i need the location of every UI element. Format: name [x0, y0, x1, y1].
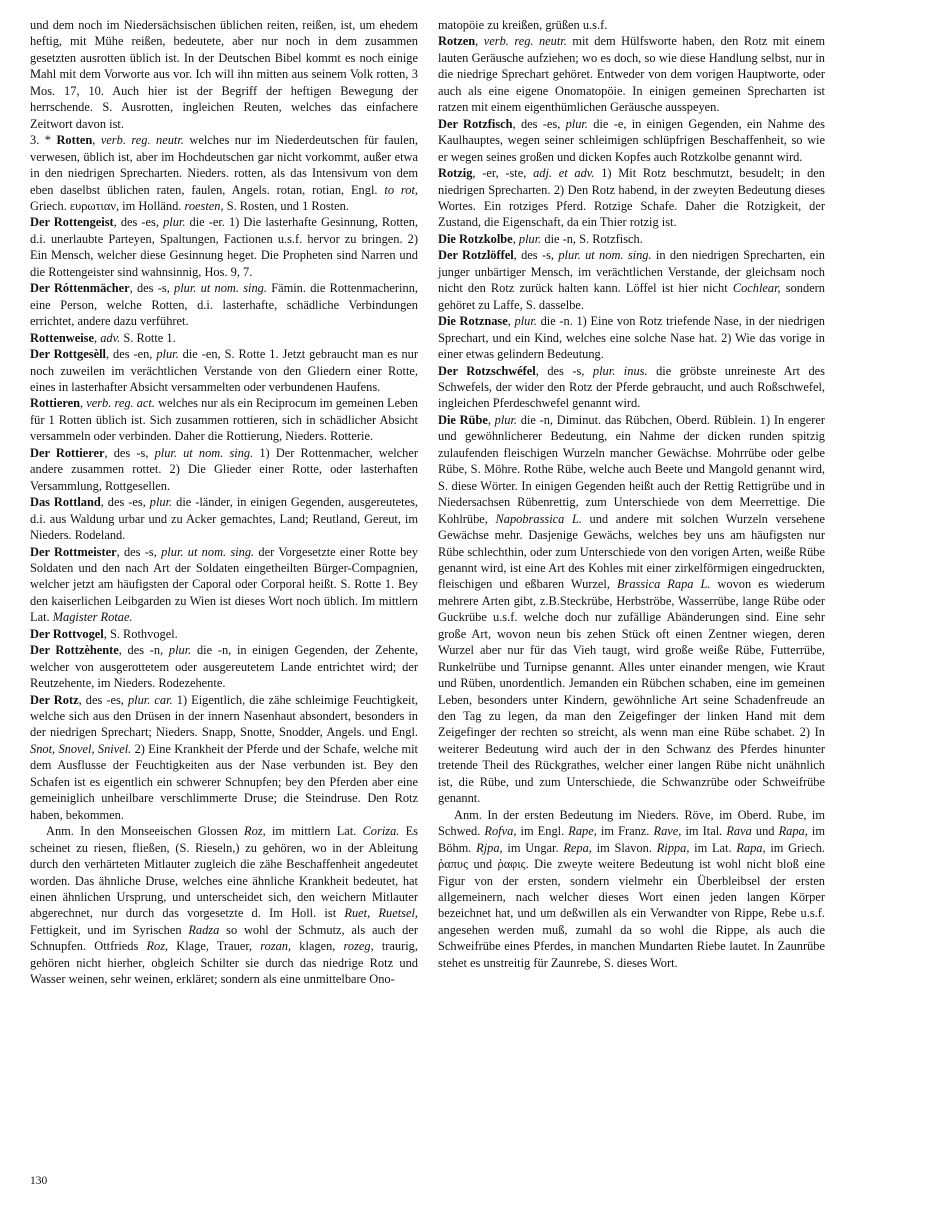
entry-text: sondern gehöret zu Laffe, S. dasselbe. [438, 281, 825, 312]
italic-text: plur. [514, 314, 537, 329]
italic-text: Brassica Rapa L. [616, 577, 711, 592]
italic-text: adj. et adv. [533, 166, 595, 181]
dictionary-entry [30, 17, 418, 132]
dictionary-entry [30, 823, 418, 988]
entry-text: die -n, in einigen Gegenden, der Zehente, welcher von ausgerottetem oder ausgereutetem Lande entrichtet wird; der Reutzehente, im Nieders. Rodezehente. [30, 643, 419, 691]
entry-text: , -er, -ste, [472, 166, 534, 181]
entry-text: 1) Eigentlich, die zähe schleimige Feuchtigkeit, welche sich aus den Drüsen in der innern Nasenhaut absondert, besonders in der niedrigen Sprechart; Nieders. Snapp, Snotte, Snodder, Angels. und Engl. [30, 692, 419, 740]
italic-text: roesten, [184, 198, 224, 213]
italic-text: plur. [156, 347, 179, 362]
italic-text: Roz, [244, 824, 266, 839]
entry-text: Klage, Trauer, [168, 939, 261, 954]
dictionary-entry [438, 313, 825, 362]
entry-text: die gröbste unreineste Art des Schwefels, der wider den Rotz der Pferde gebraucht, und auch Roßschwefel, ingleichen Pferdeschwefel genannt wird. [438, 363, 825, 411]
entry-headword: Der Róttenmächer [30, 281, 130, 296]
entry-text: Fettigkeit, und im Syrischen [30, 922, 189, 937]
italic-text: rozan, [260, 939, 292, 954]
entry-text: die -n. 1) Eine von Rotz triefende Nase, in der niedrigen Sprechart, und ein Kind, welches eine solche Nase hat. 2) Wie das vorige in einer etwas gelindern Bedeutung. [438, 314, 826, 362]
italic-text: Rave, [653, 824, 682, 839]
entry-headword: Der Rotzlöffel [438, 248, 514, 263]
entry-text: , [94, 330, 101, 345]
italic-text: Rapa, [736, 840, 766, 855]
entry-headword: Der Rottengeist [30, 215, 114, 230]
italic-text: plur. ut nom. sing. [174, 281, 267, 296]
dictionary-entry [30, 642, 418, 691]
entry-text: wovon es wiederum mehrere Arten gibt, z.B.Steckrübe, Herbströbe, Wasserrübe, lange Rübe oder Guckrübe u.s.f. welche doch nur zufällige Abänderungen sind. Eine sehr große Art, wovon neun bis zehen Stück oft einen Zentner wiegen, deren Wurzel aber nur für das Vieh taugt, wird große weiße Rübe, Futterrübe, Runkelrübe und Turnipse genannt. Alles unter einander mengen, wie Kraut und Rüben, unordentlich. Jemanden ein Rübchen schaben, eine im gemeinen Leben, besonders unter Kindern, gewöhnliche Art seine Schadenfreude an den Tag zu legen, da man den Zeigefinger der linken Hand mit dem Zeigefinger der rechten so streicht, als wenn man eine Rübe schabet. 2) In weiterer Bedeutung wird auch der in den Schwanz des Pferdes hinunter tretende Theil des Rückgrathes, welcher einer langen Rübe nicht unähnlich ist, die Rübe, und zum Unterschiede, die Schwanzrübe oder Schweifrübe genannt. [438, 577, 825, 806]
entry-headword: Die Rübe [438, 412, 488, 427]
italic-text: verb. reg. act. [86, 396, 155, 411]
entry-text: , des -s, [104, 445, 155, 460]
entry-text: , S. Rothvogel. [103, 626, 178, 641]
entry-text: , [512, 231, 519, 246]
entry-text: , des -s, [513, 248, 559, 263]
entry-text: , des -s, [535, 363, 593, 378]
italic-text: plur. [149, 495, 173, 510]
entry-text: so wohl der Schmutz, als auch der Schnupfen. Ottfrieds [30, 922, 418, 954]
entry-text: , [507, 314, 515, 329]
italic-text: Rape, [568, 824, 597, 839]
entry-text: , des -s, [129, 281, 175, 296]
dictionary-entry [438, 247, 825, 313]
entry-headword: Der Rottmeister [30, 544, 117, 559]
entry-text: in den niedrigen Sprecharten, ein junger unbärtiger Mensch, im verächtlichen Verstande, der gleichsam noch nicht den Rotz zurück halten kann. Löffel ist hier nicht [438, 248, 825, 296]
entry-headword: Die Rotznase [438, 314, 508, 329]
entry-text: , [475, 34, 484, 49]
italic-text: Napobrassica L. [495, 511, 582, 526]
entry-headword: Rottenweise [30, 330, 94, 345]
entry-headword: Rotzig [438, 166, 473, 181]
italic-text: Radza [188, 922, 220, 937]
italic-text: Repa, [563, 840, 592, 855]
italic-text: plur. [518, 231, 542, 246]
entry-headword: Der Rotzfisch [438, 116, 513, 131]
dictionary-entry [30, 445, 418, 494]
entry-text: , des -n, [118, 643, 169, 658]
entry-text: Fämin. die Rottenmacherinn, eine Person, welche Rotten, d.i. lasterhafte, schädliche Verbindungen errichtet, andere dazu verführet. [30, 281, 418, 329]
italic-text: Rippa, [656, 840, 690, 855]
entry-text: , des -s, [116, 544, 162, 559]
italic-text: rozeg, [343, 939, 374, 954]
italic-text: plur. [565, 116, 588, 131]
entry-text: , des -es, [113, 215, 164, 230]
entry-headword: Rottieren [30, 396, 81, 411]
entry-text: die -er. 1) Die lasterhafte Gesinnung, Rotten, d.i. unerlaubte Parteyen, Spaltungen, Factionen u.s.f. hervor zu bringen. 2) Ein Mensch, welcher diese Gesinnung heget. Die Propheten sind Narren und die Rottengeister sind wahnsinnig, Hos. 9, 7. [30, 215, 419, 279]
italic-text: plur. ut nom. sing. [154, 445, 254, 460]
italic-text: Ruet, Ruetsel, [344, 906, 418, 921]
dictionary-entry [438, 116, 825, 165]
entry-text: traurig, gehören nicht hierher, obgleich Schilter sie durch das niedrige Rotz und Wasser weinen, sehr weinen, erkläret; sondern als eine unmittelbare Ono- [30, 939, 418, 987]
entry-text: der Vorgesetzte einer Rotte bey Soldaten und den nach Art der Soldaten eingetheilten Bürger-Compagnien, welcher jetzt am häufigsten der Caporal oder Corporal heißt. S. Rotte 1. Bey den kaiserlichen Leibgarden zu Wien ist dieses Wort noch üblich. Im mittlern Lat. [30, 544, 418, 625]
dictionary-entry [438, 17, 825, 33]
entry-text: , [80, 396, 87, 411]
entry-text: 2) Eine Krankheit der Pferde und der Schafe, welche mit dem Ausflusse der Feuchtigkeiten aus der Nase verbunden ist. Bey den Schafen ist es eigentlich ein schwerer Schnupfen; bey den Pferden aber eine gemeiniglich unheilbare verschlimmerte Druse; die Steindruse. Den Rotz haben, bekommen. [30, 741, 418, 822]
italic-text: Rapa, [778, 824, 808, 839]
italic-text: to rot, [384, 182, 418, 197]
entry-headword: Der Rottierer [30, 445, 105, 460]
italic-text: Rjpa, [476, 840, 503, 855]
entry-text: die -en, S. Rotte 1. Jetzt gebraucht man es nur noch zuweilen im verächtlichen Verstande von den Gliedern einer Rotte, eines in lasterhafter Absicht versammelten oder verbundenen Haufens. [30, 347, 419, 394]
italic-text: Rava [726, 824, 752, 839]
entry-text: , des -es, [78, 692, 128, 707]
entry-text: im Ital. [681, 824, 727, 839]
italic-text: plur. [494, 412, 518, 427]
entry-text: im Griech. ῥαπυς und ῥαφις. Die zweyte weitere Bedeutung ist wohl nicht bloß eine Figur von der ersten, sondern vielmehr ein Überbleibsel der ersten allgemeinern, nach welcher dieses Wort einen jeden langen Körper bezeichnet hat, und um deßwillen als ein Verwandter von Rippe, Rebe u.s.f. angesehen werden muß, zumahl da so wohl die Rippe, als auch die Schweifrübe eines Pferdes, in manchen Mundarten Riebe lautet. In Zaunrübe stehet es unstreitig für Zaunrebe, S. dieses Wort. [438, 840, 825, 970]
dictionary-entry [30, 346, 418, 395]
entry-text: die -n, Diminut. das Rübchen, Oberd. Rüblein. 1) In engerer und gewöhnlicherer Bedeutung, ein Nahme der dicken runden spitzig zulaufenden fleischigen Wurzeln mancher Gewächse. Mohrrübe oder gelbe Rübe, S. Möhre. Rothe Rübe, welche auch Beete und Mangold genannt wird, S. diese Wörter. In einigen Gegenden heißt auch der Rettig Rettigrübe und in Niedersachsen Rübenrettig, zum Unterschiede von dem Meerrettige. Die Kohlrübe, [438, 412, 825, 526]
dictionary-entry [30, 692, 418, 824]
entry-text: S. Rosten, und 1 Rosten. [223, 198, 349, 213]
italic-text: plur. ut nom. sing. [558, 248, 652, 263]
dictionary-entry [30, 626, 418, 642]
entry-headword: Der Rottvogel [30, 626, 104, 641]
entry-text: welches nur im Niederdeutschen für faulen, verwesen, üblich ist, aber im Hochdeutschen gar nicht vorkommt, außer etwa in den niedrigen Sprecharten. Nieders. rotten, als das Intensivum von dem eben daselbst üblichen raten, faulen, Angels. rotan, rotian, Engl. [30, 133, 418, 197]
entry-text: die -e, in einigen Gegenden, ein Nahme des Kaulhauptes, wegen seiner schleimigen schlüpfrigen Beschaffenheit, so wie er wegen seines großen und dicken Kopfes auch Rotzkolbe genannt wird. [438, 116, 826, 164]
dictionary-entry [30, 544, 418, 626]
italic-text: verb. reg. neutr. [100, 133, 184, 148]
italic-text: plur. [168, 643, 192, 658]
italic-text: adv. [100, 330, 121, 345]
dictionary-entry [438, 807, 825, 972]
entry-text: Anm. In der ersten Bedeutung im Nieders. Röve, im Oberd. Rube, im Schwed. [438, 807, 825, 839]
entry-headword: Das Rottland [30, 495, 101, 510]
entry-text: 3. * [30, 133, 57, 148]
dictionary-entry [30, 494, 418, 543]
italic-text: Coriza. [362, 824, 400, 839]
entry-text: im mittlern Lat. [265, 824, 363, 839]
dictionary-entry [438, 165, 825, 231]
entry-text: matopöie zu kreißen, grüßen u.s.f. [438, 18, 608, 32]
dictionary-entry [438, 363, 825, 412]
right-column [438, 17, 825, 971]
dictionary-entry [30, 395, 418, 444]
italic-text: plur. ut nom. sing. [161, 544, 255, 559]
entry-text: , des -es, [512, 116, 566, 131]
entry-text: welches nur als ein Reciprocum im gemeinen Leben für 1 Rotten üblich ist. Sich zusammen rottieren, sich in schädlicher Absicht versammeln oder verbinden. Daher die Rottierung, Nieders. Rotterie. [30, 396, 418, 444]
italic-text: Snot, Snovel, Snivel. [30, 741, 132, 756]
entry-text: klagen, [291, 939, 344, 954]
entry-text: 1) Der Rottenmacher, welcher andere zusammen rottet. 2) Die Glieder einer Rotte, oder lasterhaften Versammlung, Rottgesellen. [30, 445, 418, 493]
dictionary-entry [438, 231, 825, 247]
entry-text: im Böhm. [438, 824, 825, 855]
entry-text: im Lat. [689, 840, 737, 855]
italic-text: Rofva, [484, 824, 517, 839]
entry-headword: Der Rottzèhente [30, 643, 119, 658]
entry-text: im Franz. [596, 824, 654, 839]
entry-text: , [487, 412, 495, 427]
entry-text: Anm. In den Monseeischen Glossen [46, 824, 245, 839]
italic-text: plur. car. [127, 692, 173, 707]
entry-headword: Rotten [56, 133, 93, 148]
dictionary-entry [438, 412, 825, 807]
entry-text: , des -es, [100, 495, 150, 510]
dictionary-entry [30, 132, 418, 214]
entry-text: mit dem Hülfsworte haben, den Rotz mit einem lauten Geräusche aufziehen; wo es doch, so wie diese Handlung selbst, nur in die niedrige Sprechart gehöret. Entweder von dem vorigen Hauptworte, oder auch als eine eigene Onomatopöie. In einigen gemeinen Sprecharten ist ratzen mit einem eigenthümlichen Geräusche ausspeyen. [438, 34, 825, 115]
italic-text: Magister Rotae. [52, 610, 133, 625]
entry-text: und dem noch im Niedersächsischen üblichen reiten, reißen, ist, um ehedem heftig, mit Mühe reißen, bedeutete, aber nur noch in dem zusammen gesetzten ausrotten üblich ist. In der Deutschen Bibel kommt es noch einige Mahl mit dem Vorworte aus vor. Ich will ihn mitten aus seinem Volk rotten, 3 Mos. 17, 10. Auch hier ist der Begriff der heftigen Bewegung der herrschende. S. Ausrotten, ingleichen Reuten, welches das einfachere Zeitwort davon ist. [30, 18, 418, 131]
dictionary-entry [30, 280, 418, 329]
italic-text: plur. [163, 215, 186, 230]
entry-headword: Der Rottgesèll [30, 347, 106, 362]
entry-text: im Ungar. [502, 840, 564, 855]
entry-text: Griech. ευρωτιαν, im Holländ. [30, 198, 185, 213]
entry-headword: Der Rotzschwéfel [438, 363, 536, 378]
italic-text: Cochlear, [732, 281, 781, 296]
entry-text: , des -en, [105, 347, 157, 362]
entry-headword: Der Rotz [30, 692, 79, 707]
italic-text: verb. reg. neutr. [483, 34, 567, 49]
entry-headword: Rotzen [438, 34, 476, 49]
entry-text: 1) Mit Rotz beschmutzt, besudelt; in den niedrigen Sprecharten. 2) Den Rotz habend, in der zweyten Bedeutung dieses Wortes. Ein rotziges Pferd. Rotzige Schafe. Daher die Rotzigkeit, der Zustand, die Eigenschaft, da ein Thier rotzig ist. [438, 166, 825, 230]
entry-text: und andere mit solchen Wurzeln versehene Gewächse mehr. Dasjenige Gewächs, welches bey uns am häufigsten nur Rübe schlechthin, oder zum Unterschiede von den vorigen Arten, weiße Rübe genannt wird, ist eine Art des Kohles mit einer zirkelförmigen eingedruckten, fleischigen und eßbaren Wurzel, [438, 511, 825, 592]
entry-text: im Slavon. [591, 840, 657, 855]
entry-text: die -länder, in einigen Gegenden, ausgereutetes, d.i. aus Waldung urbar und zu Acker gemachtes, Land; Reutland, Gereut, im Nieders. Rodeland. [30, 495, 418, 543]
entry-text: , [92, 133, 101, 148]
entry-text: die -n, S. Rotzfisch. [541, 231, 643, 246]
dictionary-entry [30, 214, 418, 280]
entry-headword: Die Rotzkolbe [438, 231, 513, 246]
italic-text: Roz, [146, 939, 169, 954]
entry-text: S. Rotte 1. [120, 330, 176, 345]
page-number: 130 [30, 1175, 48, 1187]
entry-text: Es scheinet zu riesen, fließen, (S. Rieseln,) zu gehören, wo in der Ableitung durch den verhärteten Mitlauter zugleich die zähe Beschaffenheit angedeutet worden. Das ähnliche Druse, welches eine ähnliche Krankheit bedeutet, hat einen ähnlichen Ursprung, und unterscheidet sich, den weichern Mitlauter abgerechnet, nur durch das vorgesetzte d. Im Holl. ist [30, 824, 419, 921]
italic-text: plur. inus. [592, 363, 648, 378]
entry-text: und [751, 824, 779, 839]
dictionary-entry [438, 33, 825, 115]
left-column [30, 17, 418, 988]
entry-text: im Engl. [516, 824, 569, 839]
dictionary-entry [30, 330, 418, 346]
